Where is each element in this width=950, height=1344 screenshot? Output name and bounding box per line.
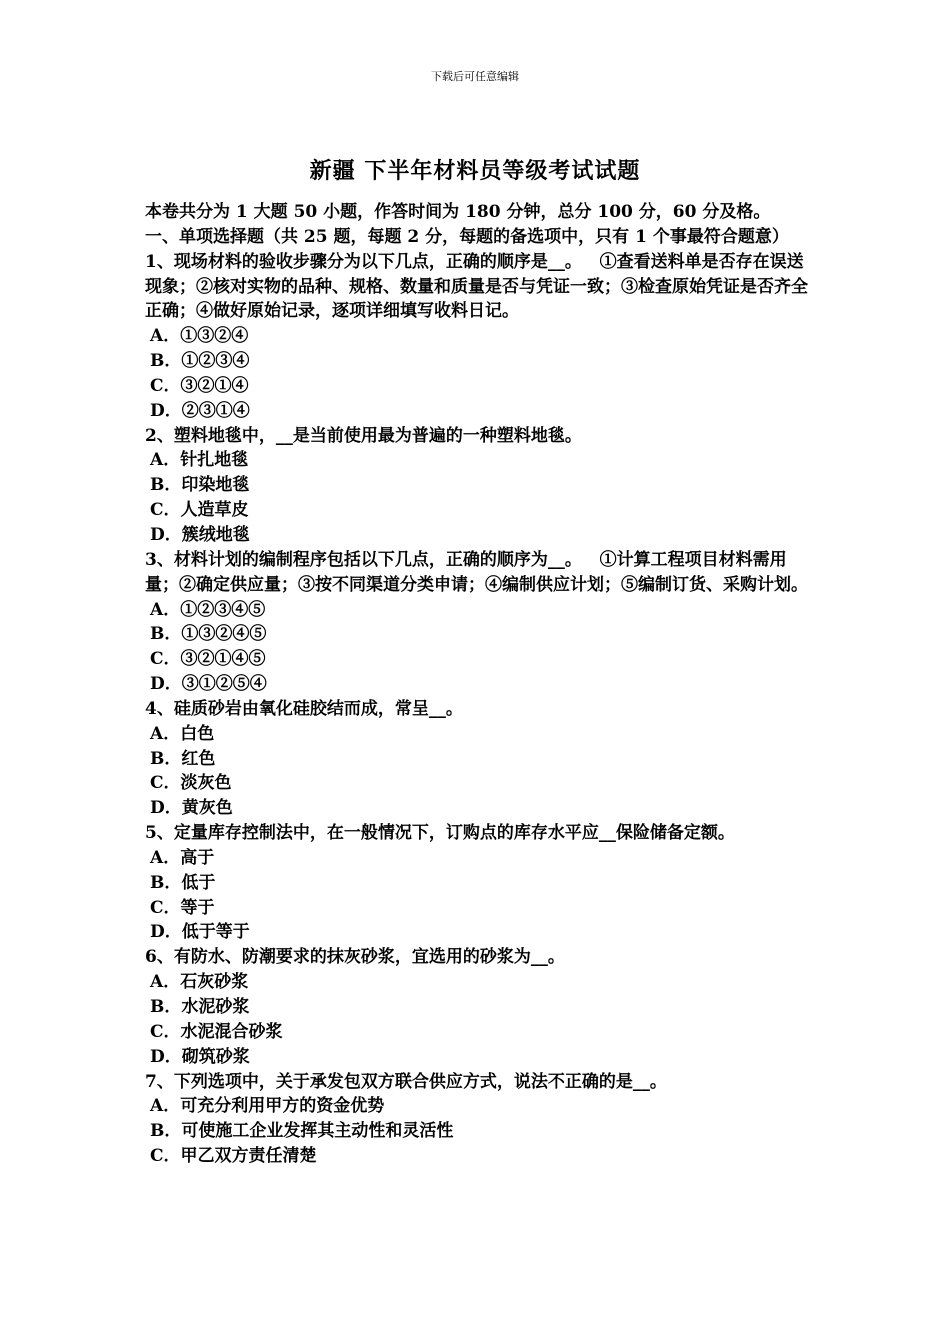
answer-option: D．③①②⑤④ <box>150 674 267 695</box>
answer-option: B．印染地毯 <box>150 475 250 496</box>
question-1 <box>145 250 810 424</box>
answer-option: C．等于 <box>150 897 215 918</box>
answer-option: B．可使施工企业发挥其主动性和灵活性 <box>150 1121 454 1142</box>
question-stem: 7、下列选项中，关于承发包双方联合供应方式，说法不正确的是__。 <box>145 1071 667 1092</box>
answer-option: C．甲乙双方责任清楚 <box>150 1146 317 1167</box>
question-stem: 6、有防水、防潮要求的抹灰砂浆，宜选用的砂浆为__。 <box>145 947 565 968</box>
answer-option: A．针扎地毯 <box>150 450 249 471</box>
answer-option: C．淡灰色 <box>150 773 232 794</box>
question-6 <box>145 945 810 1069</box>
answer-option: A．石灰砂浆 <box>150 972 249 993</box>
document-body <box>145 200 810 1169</box>
question-2 <box>145 424 810 548</box>
answer-option: A．可充分利用甲方的资金优势 <box>150 1096 385 1117</box>
answer-option: B．①②③④ <box>150 351 250 372</box>
question-stem: 1、现场材料的验收步骤分为以下几点，正确的顺序是__。 ①查看送料单是否存在误送现象；②核对实物的品种、规格、数量和质量是否与凭证一致；③检查原始凭证是否齐全正确；④做好原始记录，逐项详细填写收料日记。 <box>145 251 808 322</box>
answer-option: C．水泥混合砂浆 <box>150 1021 283 1042</box>
question-3 <box>145 548 810 697</box>
question-5 <box>145 821 810 945</box>
question-7 <box>145 1070 810 1169</box>
answer-option: A．高于 <box>150 847 215 868</box>
question-stem: 2、塑料地毯中，__是当前使用最为普遍的一种塑料地毯。 <box>145 425 582 446</box>
answer-option: A．①②③④⑤ <box>150 599 266 620</box>
section-heading: 一、单项选择题（共 25 题，每题 2 分，每题的备选项中，只有 1 个事最符合题意） <box>145 226 789 247</box>
answer-option: C．③②①④ <box>150 375 249 396</box>
answer-option: A．白色 <box>150 723 215 744</box>
question-list <box>145 250 810 1169</box>
answer-option: D．②③①④ <box>150 400 250 421</box>
question-stem: 5、定量库存控制法中，在一般情况下，订购点的库存水平应__保险储备定额。 <box>145 823 735 844</box>
answer-option: C．人造草皮 <box>150 500 249 521</box>
answer-option: D．黄灰色 <box>150 798 233 819</box>
question-4 <box>145 697 810 821</box>
exam-intro: 本卷共分为 1 大题 50 小题，作答时间为 180 分钟，总分 100 分，60 分及格。 <box>145 202 771 222</box>
answer-option: D．低于等于 <box>150 922 250 943</box>
answer-option: D．砌筑砂浆 <box>150 1046 250 1067</box>
answer-option: A．①③②④ <box>150 326 249 347</box>
answer-option: B．低于 <box>150 872 216 893</box>
document-title: 新疆 下半年材料员等级考试试题 <box>309 158 641 184</box>
answer-option: B．水泥砂浆 <box>150 997 250 1017</box>
answer-option: B．红色 <box>150 748 216 769</box>
header-note: 下载后可任意编辑 <box>431 70 519 83</box>
answer-option: C．③②①④⑤ <box>150 649 266 670</box>
answer-option: B．①③②④⑤ <box>150 624 267 645</box>
question-stem: 4、硅质砂岩由氧化硅胶结而成，常呈__。 <box>145 698 463 719</box>
question-stem: 3、材料计划的编制程序包括以下几点，正确的顺序为__。 ①计算工程项目材料需用量；②确定供应量；③按不同渠道分类申请；④编制供应计划；⑤编制订货、采购计划。 <box>145 549 808 595</box>
answer-option: D．簇绒地毯 <box>150 524 250 545</box>
